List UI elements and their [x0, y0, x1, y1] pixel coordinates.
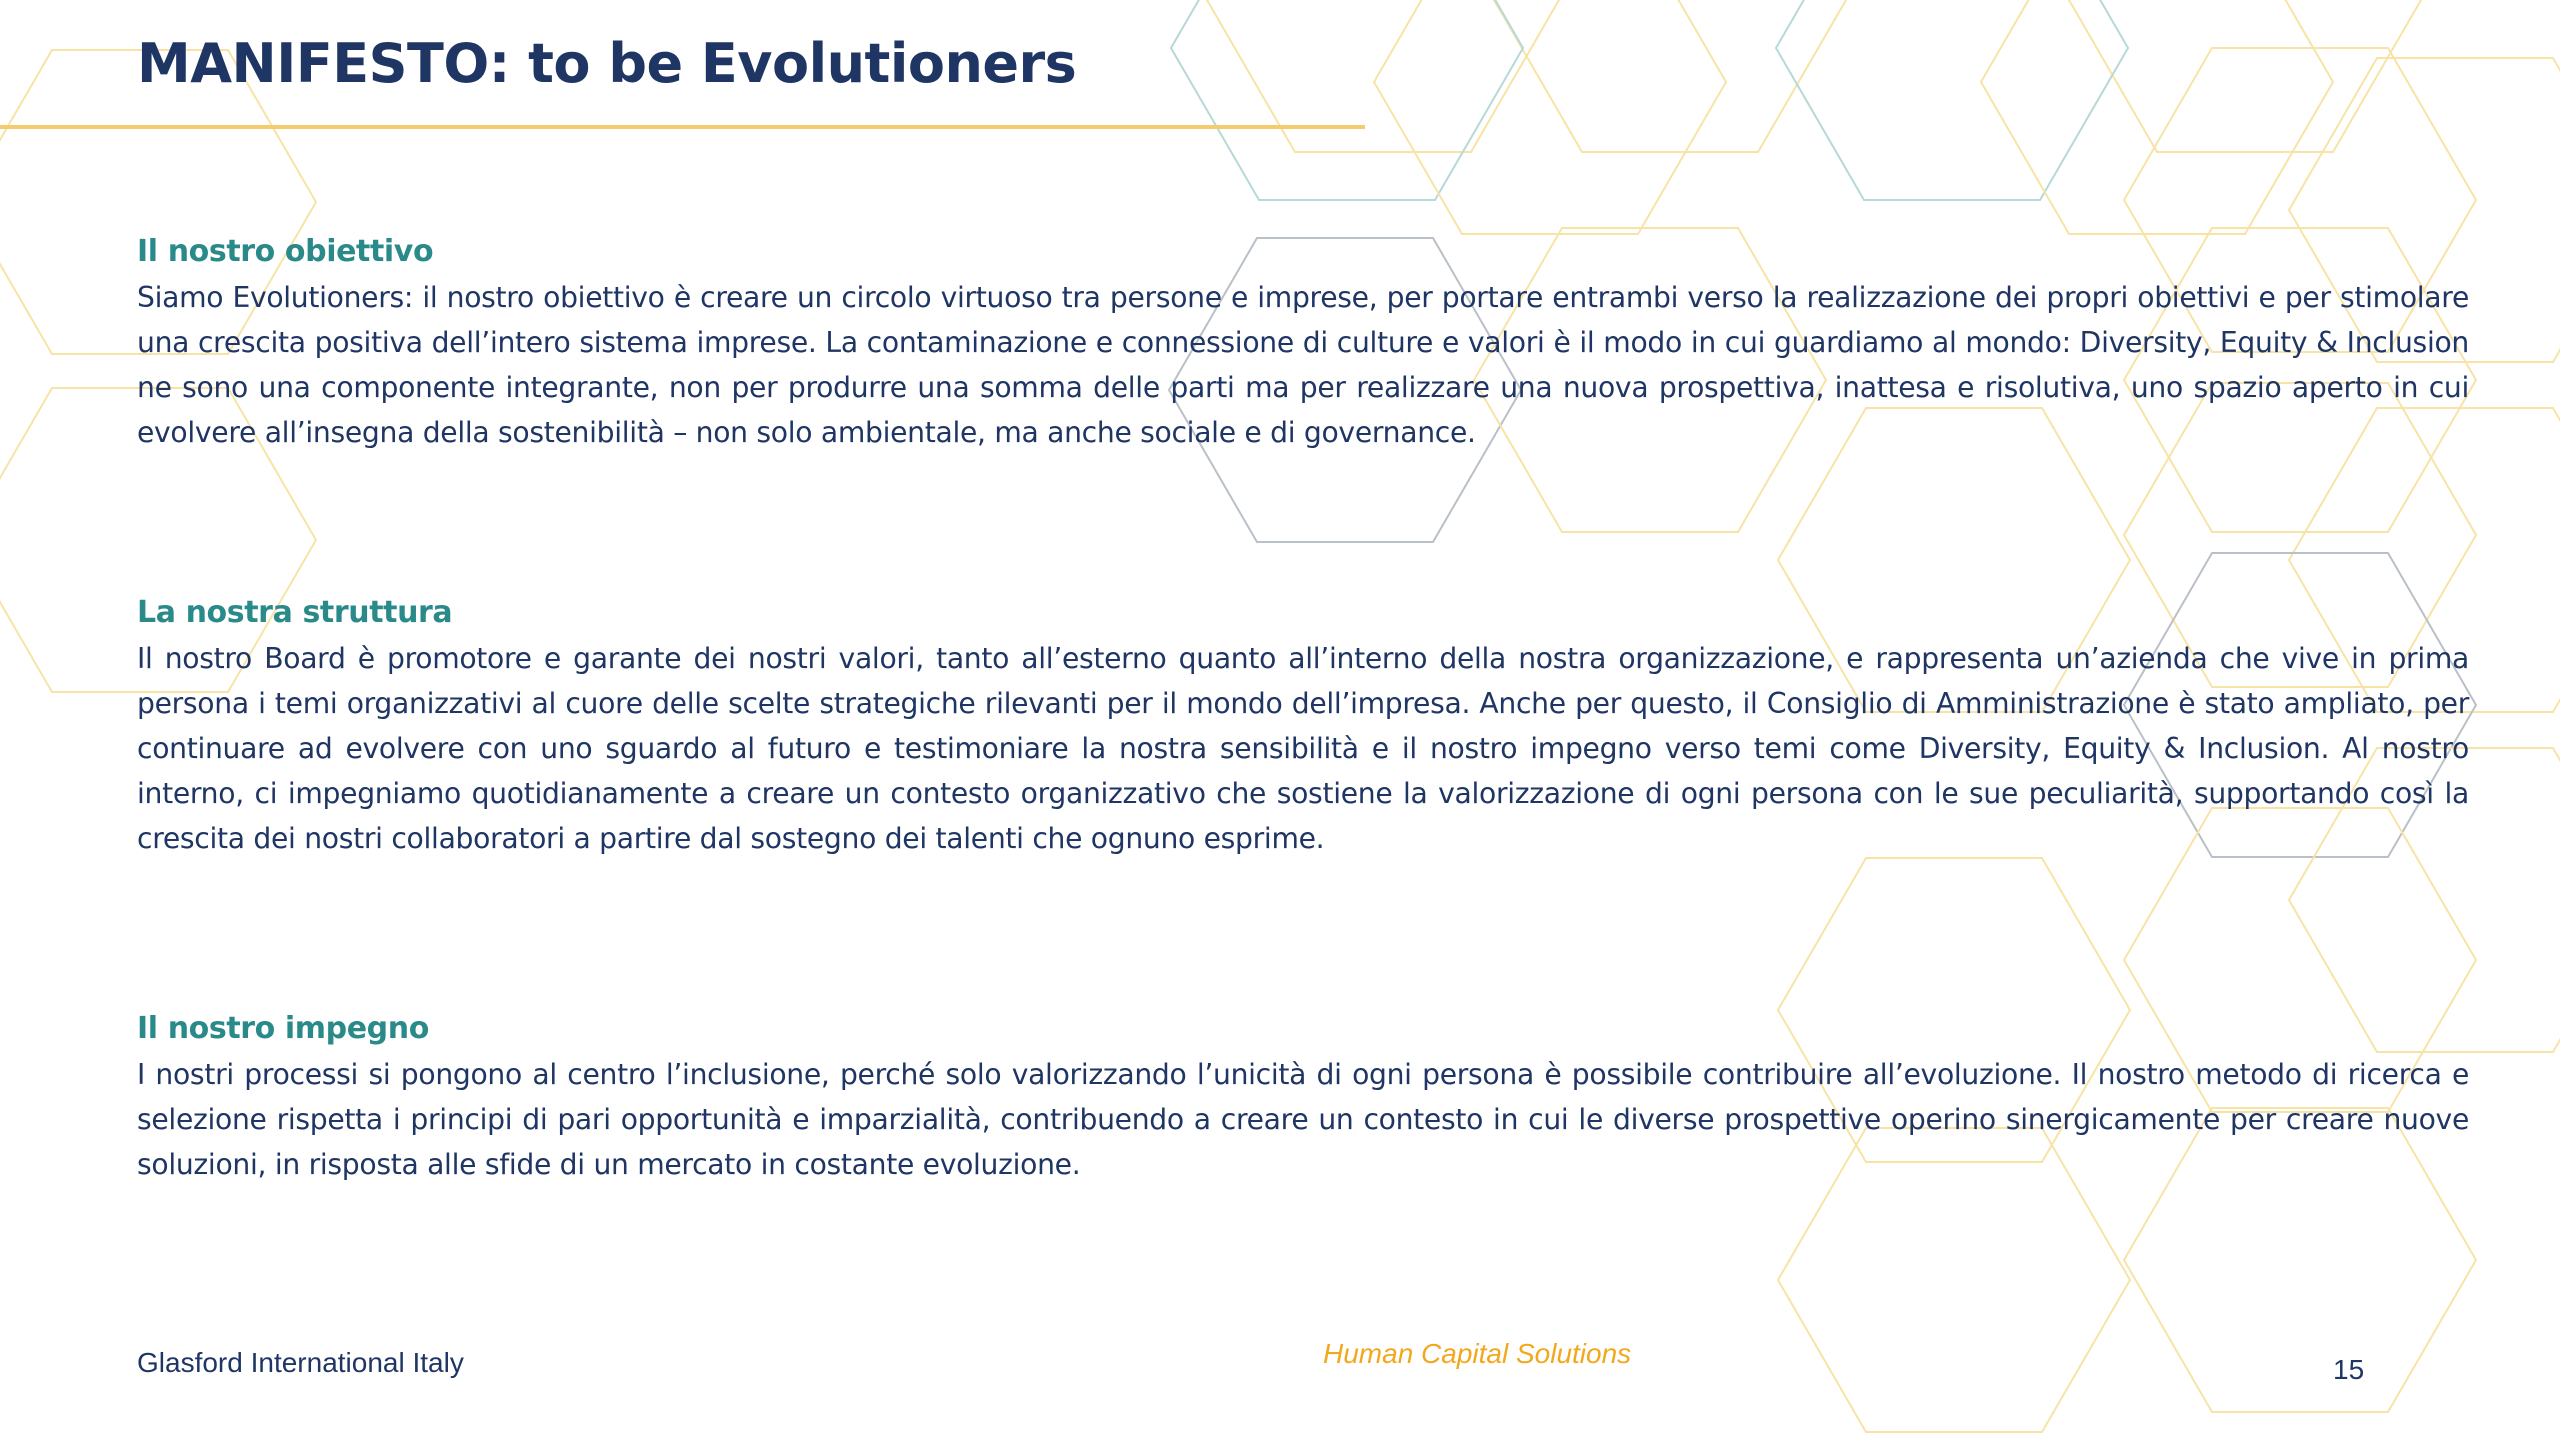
decorative-hexagon	[1981, 0, 2333, 234]
section-body-struttura: Il nostro Board è promotore e garante dei nostri valori, tanto all’esterno quanto all’interno della nostra organizzazione, e rappresenta un’azienda che vive in prima persona i temi organizzativi al cuore delle scelte strategiche rilevanti per il mondo dell’impresa. Anche per questo, il Consiglio di Amministrazione è stato ampliato, per continuare ad evolvere con uno sguardo al futuro e testimoniare la nostra sensibilità e il nostro impegno verso temi come Diversity, Equity & Inclusion. Al nostro interno, ci impegniamo quotidianamente a creare un contesto organizzativo che sostiene la valorizzazione di ogni persona con le sue peculiarità, supportando così la crescita dei nostri collaboratori a partire dal sostegno dei talenti che ognuno esprime.	[137, 642, 2469, 855]
section-body-impegno: I nostri processi si pongono al centro l’inclusione, perché solo valorizzando l’unicità di ogni persona è possibile contribuire all’evoluzione. Il nostro metodo di ricerca e selezione rispetta i principi di pari opportunità e imparzialità, contribuendo a creare un contesto in cui le diverse prospettive operino sinergicamente per creare nuove soluzioni, in risposta alle sfide di un mercato in costante evoluzione.	[137, 1058, 2469, 1181]
section-heading-impegno: Il nostro impegno	[137, 1011, 429, 1046]
section-struttura	[137, 595, 2469, 861]
page-number: 15	[2333, 1354, 2365, 1385]
decorative-hexagon	[2069, 0, 2421, 152]
section-impegno	[137, 1011, 2469, 1187]
decorative-hexagon	[1374, 0, 1726, 234]
section-body-obiettivo: Siamo Evolutioners: il nostro obiettivo è creare un circolo virtuoso tra persone e imprese, per portare entrambi verso la realizzazione dei propri obiettivi e per stimolare una crescita positiva dell’intero sistema imprese. La contaminazione e connessione di culture e valori è il modo in cui guardiamo al mondo: Diversity, Equity & Inclusion ne sono una componente integrante, non per produrre una somma delle parti ma per realizzare una nuova prospettiva, inattesa e risolutiva, uno spazio aperto in cui evolvere all’insegna della sostenibilità – non solo ambientale, ma anche sociale e di governance.	[137, 281, 2469, 449]
section-heading-struttura: La nostra struttura	[137, 595, 453, 630]
section-obiettivo	[137, 234, 2469, 455]
page-title: MANIFESTO: to be Evolutioners	[137, 32, 1077, 95]
section-heading-obiettivo: Il nostro obiettivo	[137, 234, 434, 269]
footer-company: Glasford International Italy	[137, 1347, 464, 1378]
title-underline	[0, 125, 1365, 129]
footer-tagline: Human Capital Solutions	[1323, 1338, 1632, 1369]
